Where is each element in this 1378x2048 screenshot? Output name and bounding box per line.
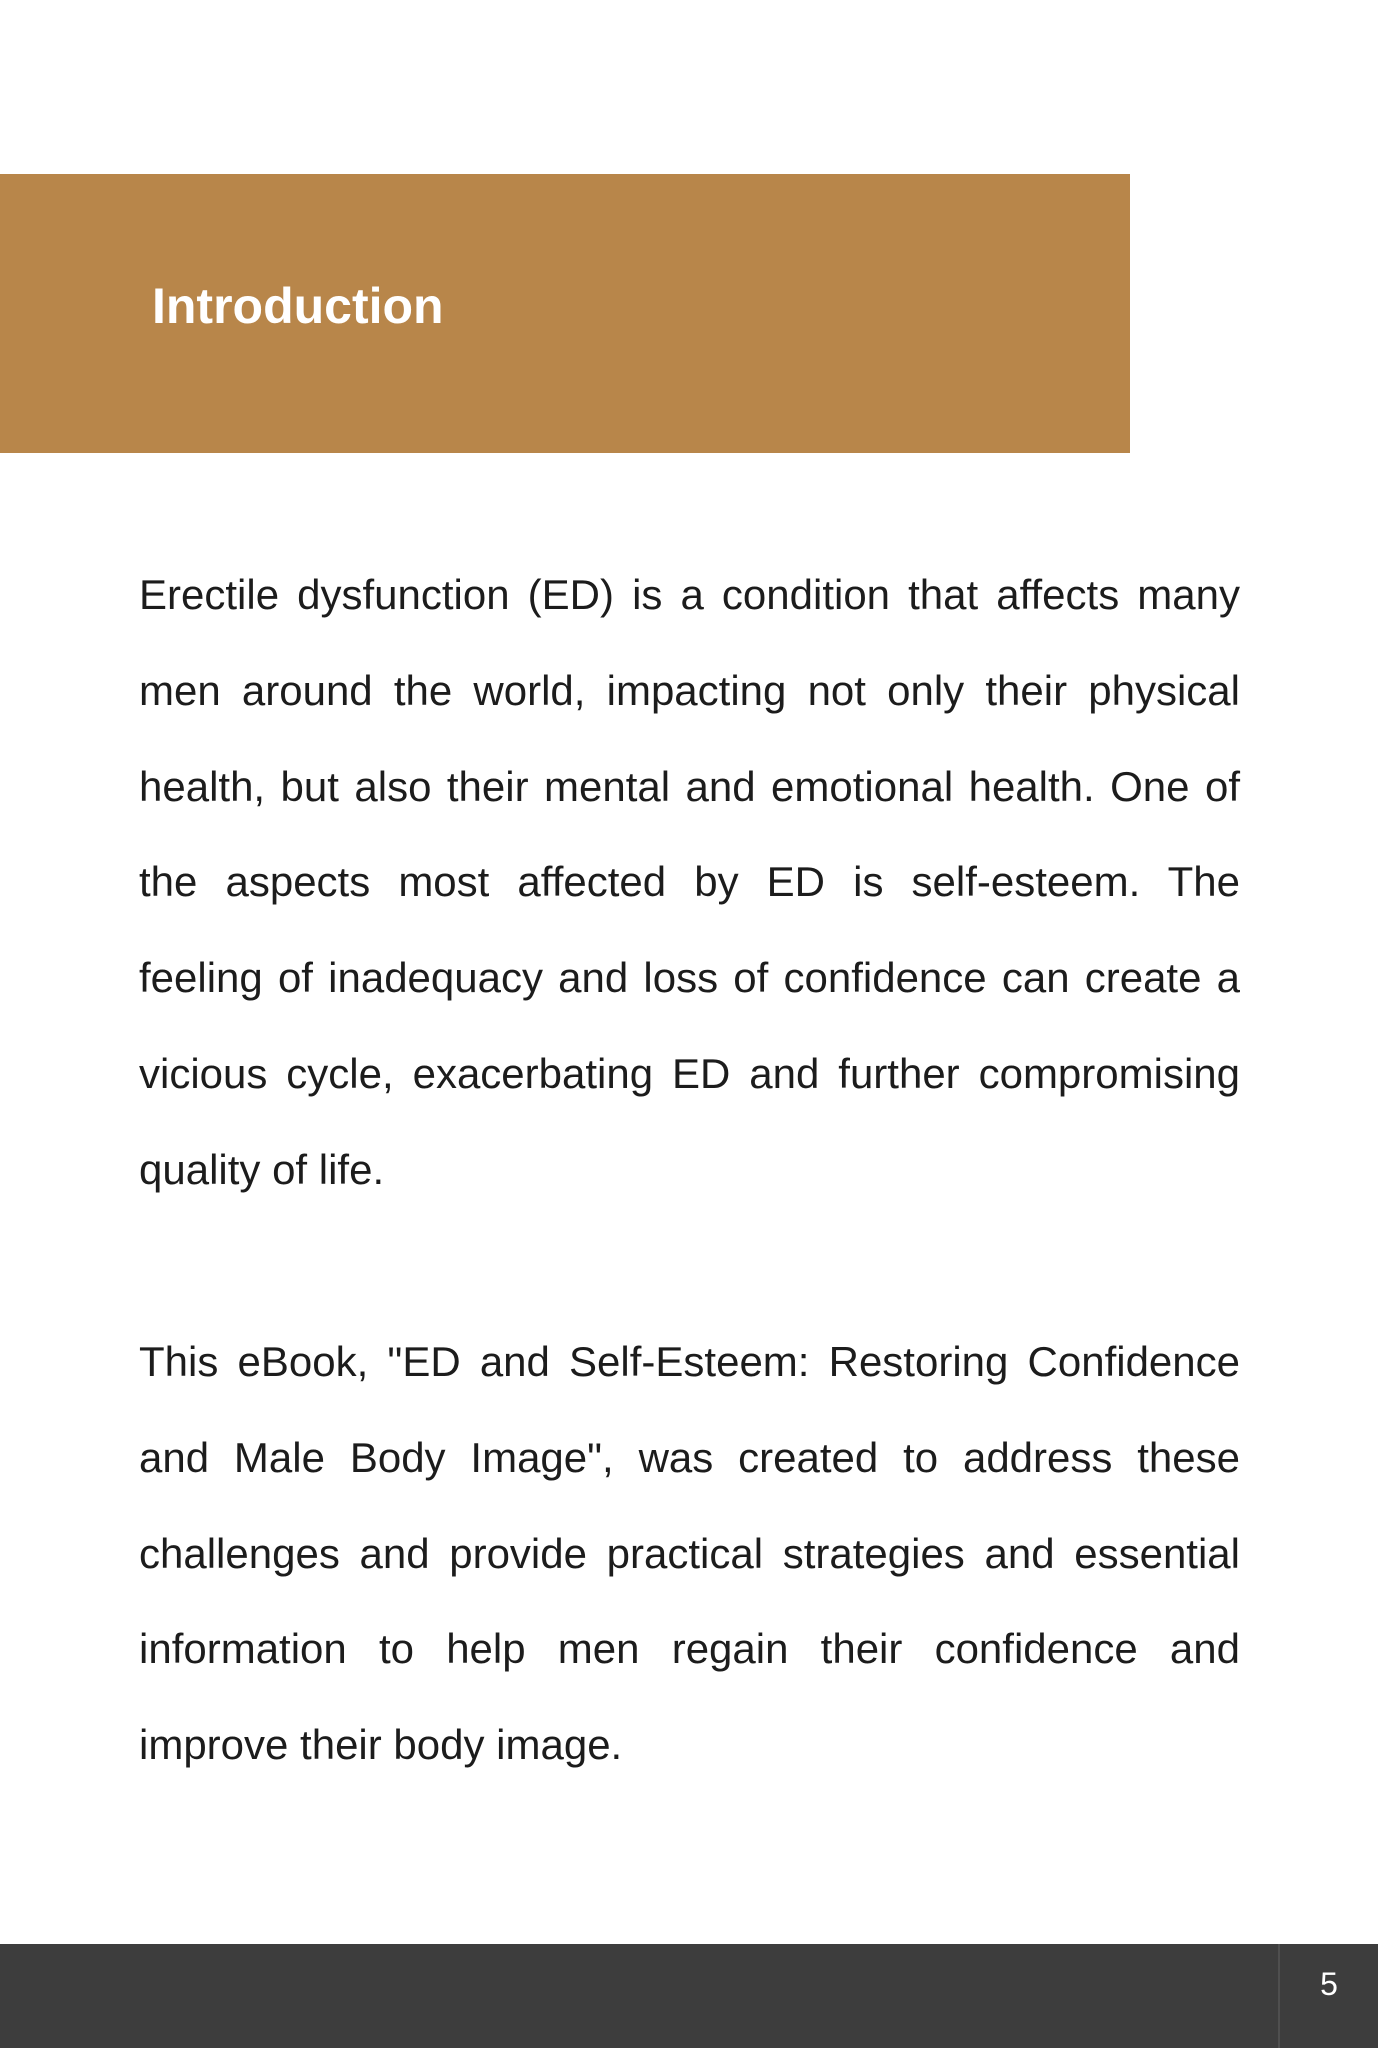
chapter-title: Introduction xyxy=(152,278,444,334)
intro-paragraph-2: This eBook, "ED and Self-Esteem: Restoring Confidence and Male Body Image", was created to address these challenges and provide practical strategies and essential information to help men regain their confidence and improve their body image. xyxy=(139,1338,1240,1769)
page-number: 5 xyxy=(1320,1966,1338,2002)
intro-paragraph-1: Erectile dysfunction (ED) is a condition that affects many men around the world, impacting not only their physical health, but also their mental and emotional health. One of the aspects most affected by ED is self-esteem. The feeling of inadequacy and loss of confidence can create a vicious cycle, exacerbating ED and further compromising quality of life. xyxy=(139,571,1240,1193)
page-footer xyxy=(0,1944,1378,2048)
